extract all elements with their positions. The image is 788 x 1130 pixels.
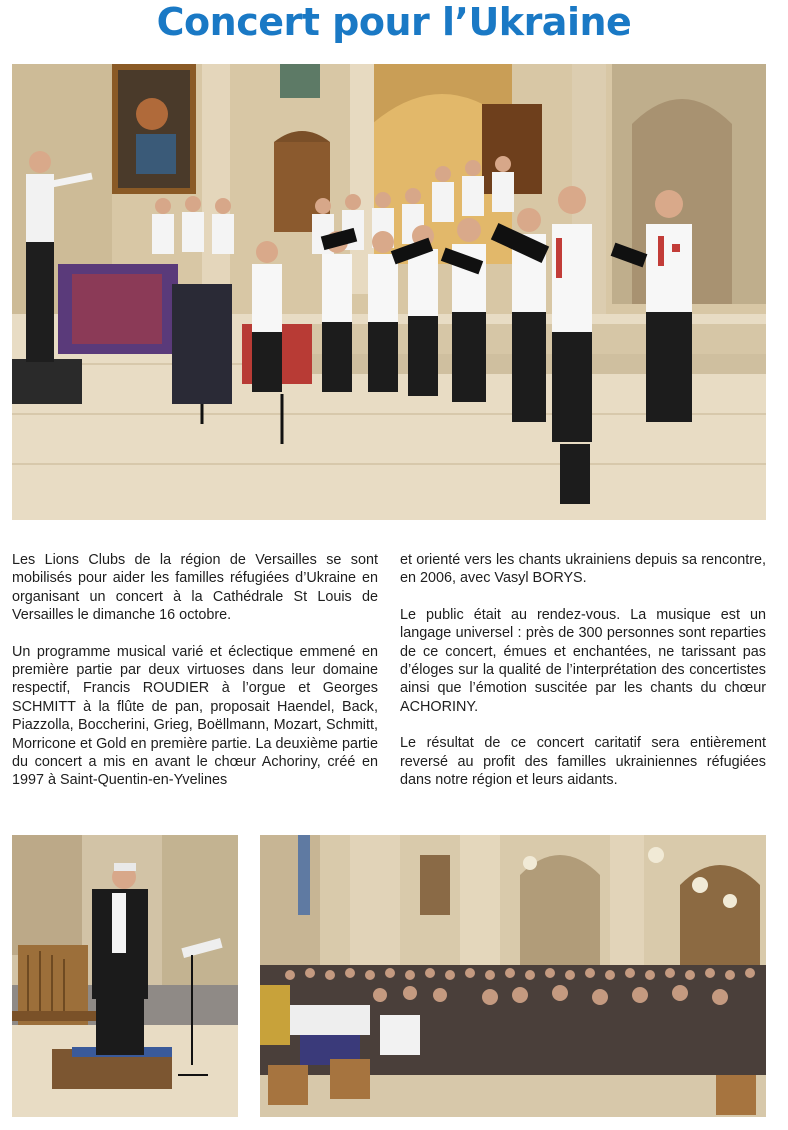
article-title: Concert pour l’Ukraine [156, 0, 632, 44]
paragraph: et orienté vers les chants ukrainiens depuis sa rencontre, en 2006, avec Vasyl BORYS. [400, 552, 766, 587]
audience-photo [260, 835, 766, 1117]
paragraph: Les Lions Clubs de la région de Versailles se sont mobilisés pour aider les familles réfugiées d’Ukraine en organisant un concert à la Cathédrale St Louis de Versailles le dimanche 16 octobre. [12, 552, 378, 624]
article-column-right [400, 551, 766, 807]
paragraph: Le résultat de ce concert caritatif sera entièrement reversé au profit des familles ukrainiennes réfugiées dans notre région et leurs aidants. [400, 735, 766, 789]
flute-player-photo [12, 835, 238, 1117]
paragraph: Le public était au rendez-vous. La musique est un langage universel : près de 300 personnes sont reparties de ce concert, émues et enchantées, ne tarissant pas d’éloges sur la qualité de l’interprétation des concertistes ainsi que l’émotion suscitée par les chants du chœur ACHORINY. [400, 606, 766, 715]
article-column-left [12, 551, 378, 808]
paragraph: Un programme musical varié et éclectique emmené en première partie par deux virtuoses dans leur domaine respectif, Francis ROUDIER à l’orgue et Georges SCHMITT à la flûte de pan, proposait Haendel, Back, Piazzolla, Boccherini, Grieg, Boëllmann, Mozart, Schmitt, Morricone et Gold en première partie. La deuxième partie du concert a mis en avant le chœur Achoriny, créé en 1997 à Saint-Quentin-en-Yvelines [12, 643, 378, 789]
choir-photo [12, 64, 766, 520]
